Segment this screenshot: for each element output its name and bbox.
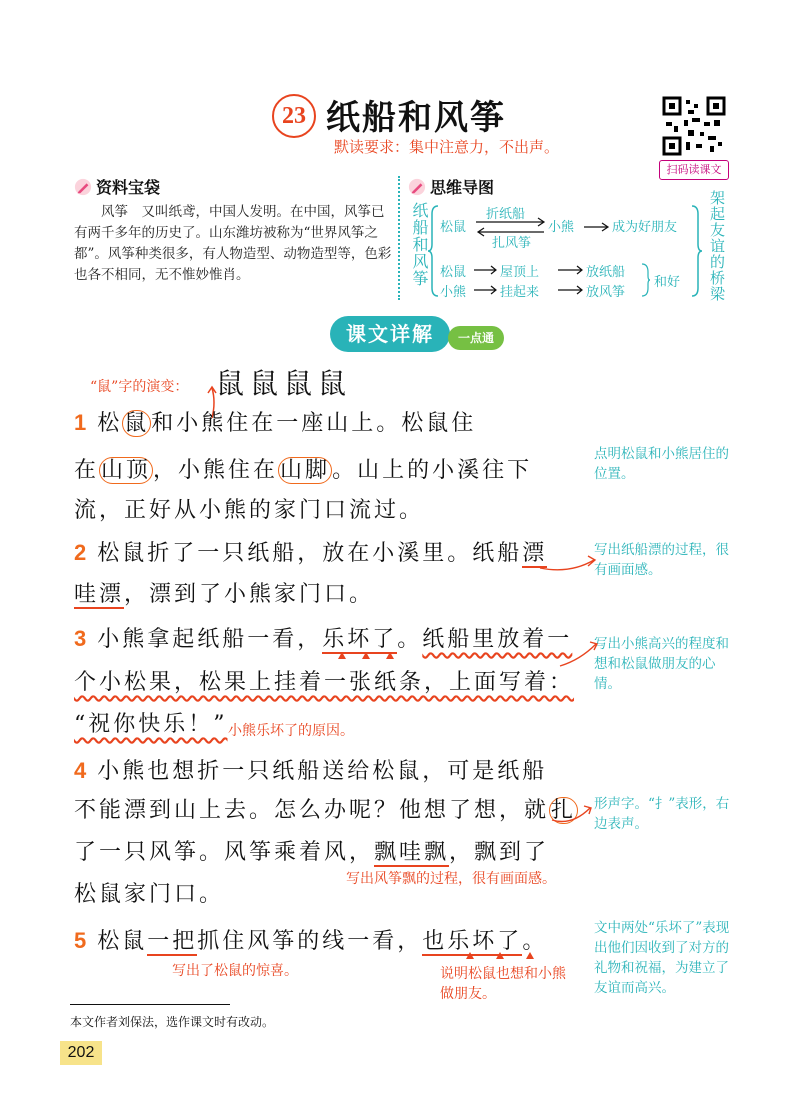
lesson-number: 23: [272, 94, 316, 138]
text-span: 。山上的小溪往下: [332, 458, 533, 483]
paragraph-4-line-2: [74, 796, 578, 826]
text-span: 。: [397, 627, 423, 652]
mind-map-arrows: [474, 216, 624, 238]
emphasis-marks: [334, 650, 398, 660]
mm-reconcile: 和好: [654, 275, 681, 290]
paragraph-3-line-3: “祝你快乐！”: [74, 712, 228, 737]
red-note-friends: 说明松鼠也想和小熊做朋友。: [440, 966, 566, 1002]
info-bag-title: 资料宝袋: [96, 178, 161, 197]
mm-row2-b: 挂起来: [500, 285, 540, 300]
underlined-word: 哇漂: [74, 582, 125, 607]
footnote-divider: [70, 1004, 230, 1005]
paragraph-1-line-2: [74, 456, 532, 486]
circled-word: 扎: [551, 798, 577, 823]
paragraph-2-line-1: [74, 538, 547, 569]
wavy-underlined-text: 纸船里放着一: [422, 627, 573, 652]
mm-bear: 小熊: [548, 220, 575, 235]
text-span: 在: [74, 458, 100, 483]
mm-row1-a: 松鼠: [440, 265, 467, 280]
mm-row1-b: 屋顶上: [500, 265, 540, 280]
text-span: 和小熊住在一座山上。松鼠住: [151, 411, 477, 436]
mind-map-heading: [408, 175, 494, 198]
paragraph-2-line-2: [74, 580, 374, 610]
brace-icon: [690, 204, 702, 298]
paragraph-1-line-3: 流，正好从小熊的家门口流过。: [74, 498, 425, 523]
annotation-note-4: 形声字。“扌”表形，右边表声。: [594, 796, 730, 832]
paragraph-number: 4: [74, 758, 90, 783]
evolution-label: “鼠”字的演变：: [90, 379, 189, 395]
underlined-word: 一把: [147, 929, 198, 954]
underlined-word: 漂: [522, 541, 548, 566]
paragraph-3-line-2: 个小松果，松果上挂着一张纸条，上面写着：: [74, 670, 575, 695]
section-banner: 课文详解: [330, 316, 450, 352]
mind-map-row-arrows: [470, 262, 650, 298]
annotation-note-3: 写出小熊高兴的程度和想和松鼠做朋友的心情。: [594, 636, 729, 692]
paragraph-number: 3: [74, 626, 90, 651]
text-span: 松: [97, 411, 123, 436]
mm-row2-c: 放风筝: [586, 285, 626, 300]
text-span: 小熊也想折一只纸船送给松鼠，可是纸船: [97, 759, 548, 784]
circled-word: 鼠: [124, 411, 150, 436]
text-span: 小熊拿起纸船一看，: [97, 627, 323, 652]
mm-tie-kite: 扎风筝: [492, 236, 532, 251]
annotation-note-2: 写出纸船漂的过程，很有画面感。: [594, 542, 729, 578]
annotation-note-5: 文中两处“乐坏了”表现出他们因收到了对方的礼物和祝福，为建立了友谊而高兴。: [594, 920, 730, 996]
mind-map-topic: 纸船和风筝: [410, 202, 429, 287]
underlined-word: 飘哇飘: [374, 840, 450, 865]
red-note-surprise: 写出了松鼠的惊喜。: [172, 963, 298, 979]
circled-word: 山顶: [101, 458, 152, 483]
paragraph-number: 5: [74, 928, 90, 953]
text-span: 抓住风筝的线一看，: [197, 929, 423, 954]
red-note-reason: 小熊乐坏了的原因。: [228, 723, 354, 739]
pencil-icon: [74, 178, 92, 196]
paragraph-4-line-4: 松鼠家门口。: [74, 882, 225, 907]
mm-squirrel: 松鼠: [440, 220, 467, 235]
underlined-word: 也乐坏了: [422, 929, 523, 954]
text-span: ，飘到了: [449, 840, 550, 865]
underlined-word: 乐坏了: [322, 627, 398, 652]
mm-row2-a: 小熊: [440, 285, 467, 300]
evolution-glyphs: 鼠鼠鼠鼠: [216, 367, 353, 400]
text-span: ，小熊住在: [153, 458, 279, 483]
paragraph-number: 2: [74, 540, 90, 565]
page-title: 纸船和风筝: [326, 98, 506, 138]
pencil-icon: [408, 178, 426, 196]
footnote: 本文作者刘保法，选作课文时有改动。: [70, 1015, 275, 1029]
scan-to-read-label[interactable]: 扫码读课文: [659, 160, 729, 180]
mm-row1-c: 放纸船: [586, 265, 626, 280]
emphasis-marks: [462, 950, 542, 960]
text-span: 。: [522, 929, 548, 954]
text-span: ，漂到了小熊家门口。: [124, 582, 375, 607]
mind-map-conclusion: 架起友谊的桥梁: [708, 190, 726, 302]
paragraph-3-line-1: [74, 624, 572, 655]
paragraph-1-line-1: [74, 408, 476, 439]
annotation-arrows: [548, 796, 596, 836]
red-note-kite: 写出风筝飘的过程，很有画面感。: [346, 871, 556, 887]
paragraph-4-line-1: [74, 756, 547, 787]
text-span: 不能漂到山上去。怎么办呢？他想了想，就: [74, 798, 550, 823]
brace-icon: [428, 204, 440, 298]
page-number: 202: [60, 1041, 102, 1065]
text-span: 了一只风筝。风筝乘着风，: [74, 840, 375, 865]
paragraph-number: 1: [74, 410, 90, 435]
section-banner-sub: 一点通: [448, 326, 504, 350]
mm-fold-boat: 折纸船: [486, 207, 526, 222]
mind-map-title: 思维导图: [430, 178, 495, 197]
circled-word: 山脚: [280, 458, 331, 483]
annotation-arrows: [520, 540, 600, 680]
reading-requirement: 默读要求：集中注意力，不出声。: [334, 138, 560, 156]
text-span: 松鼠折了一只纸船，放在小溪里。纸船: [97, 541, 523, 566]
annotation-note-1: 点明松鼠和小熊居住的位置。: [594, 446, 729, 482]
paragraph-4-line-3: [74, 838, 549, 868]
mm-become-friends: 成为好朋友: [612, 220, 678, 235]
text-span: 松鼠: [97, 929, 148, 954]
info-bag-text: 风筝 又叫纸鸢，中国人发明。在中国，风筝已有两千多年的历史了。山东潍坊被称为“世界风筝之都”。风筝种类很多，有人物造型、动物造型等，色彩也各不相同，无不惟妙惟肖。: [74, 204, 392, 283]
qr-code-icon[interactable]: [662, 96, 726, 156]
info-bag-heading: [74, 175, 160, 198]
section-divider: [398, 176, 402, 300]
